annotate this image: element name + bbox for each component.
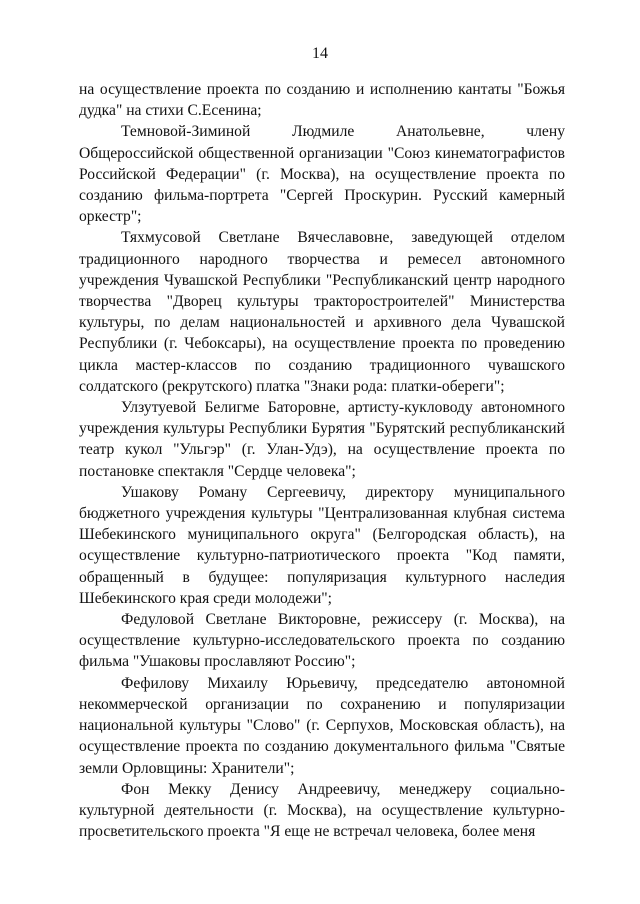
paragraph-fon-mekk: Фон Мекку Денису Андреевичу, менеджеру социально-культурной деятельности (г. Москва), на осуществление культурно-просветительского проекта "Я еще не встречал человека, более меня (79, 780, 565, 841)
paragraph-fefilov: Фефилову Михаилу Юрьевичу, председателю автономной некоммерческой организации по сохранению и популяризации национальной культуры "Слово" (г. Серпухов, Московская область), на осуществление проекта по созданию документального фильма "Святые земли Орловщины: Хранители"; (79, 674, 565, 777)
paragraph-temnova-zimina: Темновой-Зиминой Людмиле Анатольевне, члену Общероссийской общественной организации "Союз кинематографистов Российской Федерации" (г. Москва), на осуществление проекта по созданию фильма-портрета "Сергей Проскурин. Русский камерный оркестр"; (79, 123, 565, 226)
paragraph-fedulova: Федуловой Светлане Викторовне, режиссеру (г. Москва), на осуществление культурно-исследовательского проекта по созданию фильма "Ушаковы прославляют Россию"; (79, 611, 565, 671)
page-number: 14 (312, 45, 328, 62)
document-body (79, 79, 565, 842)
paragraph-continuation: на осуществление проекта по созданию и исполнению кантаты "Божья дудка" на стихи С.Есенина; (79, 81, 565, 120)
paragraph-tyakhmusova: Тяхмусовой Светлане Вячеславовне, заведующей отделом традиционного народного творчества и ремесел автономного учреждения Чувашской Республики "Республиканский центр народного творчества "Дворец культуры тракторостроителей" Министерства культуры, по делам национальностей и архивного дела Чувашской Республики (г. Чебоксары), на осуществление проекта по проведению цикла мастер-классов по созданию традиционного чувашского солдатского (рекрутского) платка "Знаки рода: платки-обереги"; (79, 229, 565, 395)
paragraph-ulzutueva: Улзутуевой Белигме Баторовне, артисту-кукловоду автономного учреждения культуры Республики Бурятия "Бурятский республиканский театр кукол "Ульгэр" (г. Улан-Удэ), на осуществление проекта по постановке спектакля "Сердце человека"; (79, 399, 565, 480)
paragraph-ushakov: Ушакову Роману Сергеевичу, директору муниципального бюджетного учреждения культуры "Централизованная клубная система Шебекинского муниципального округа" (Белгородская область), на осуществление культурно-патриотического проекта "Код памяти, обращенный в будущее: популяризация культурного наследия Шебекинского края среди молодежи"; (79, 483, 565, 607)
